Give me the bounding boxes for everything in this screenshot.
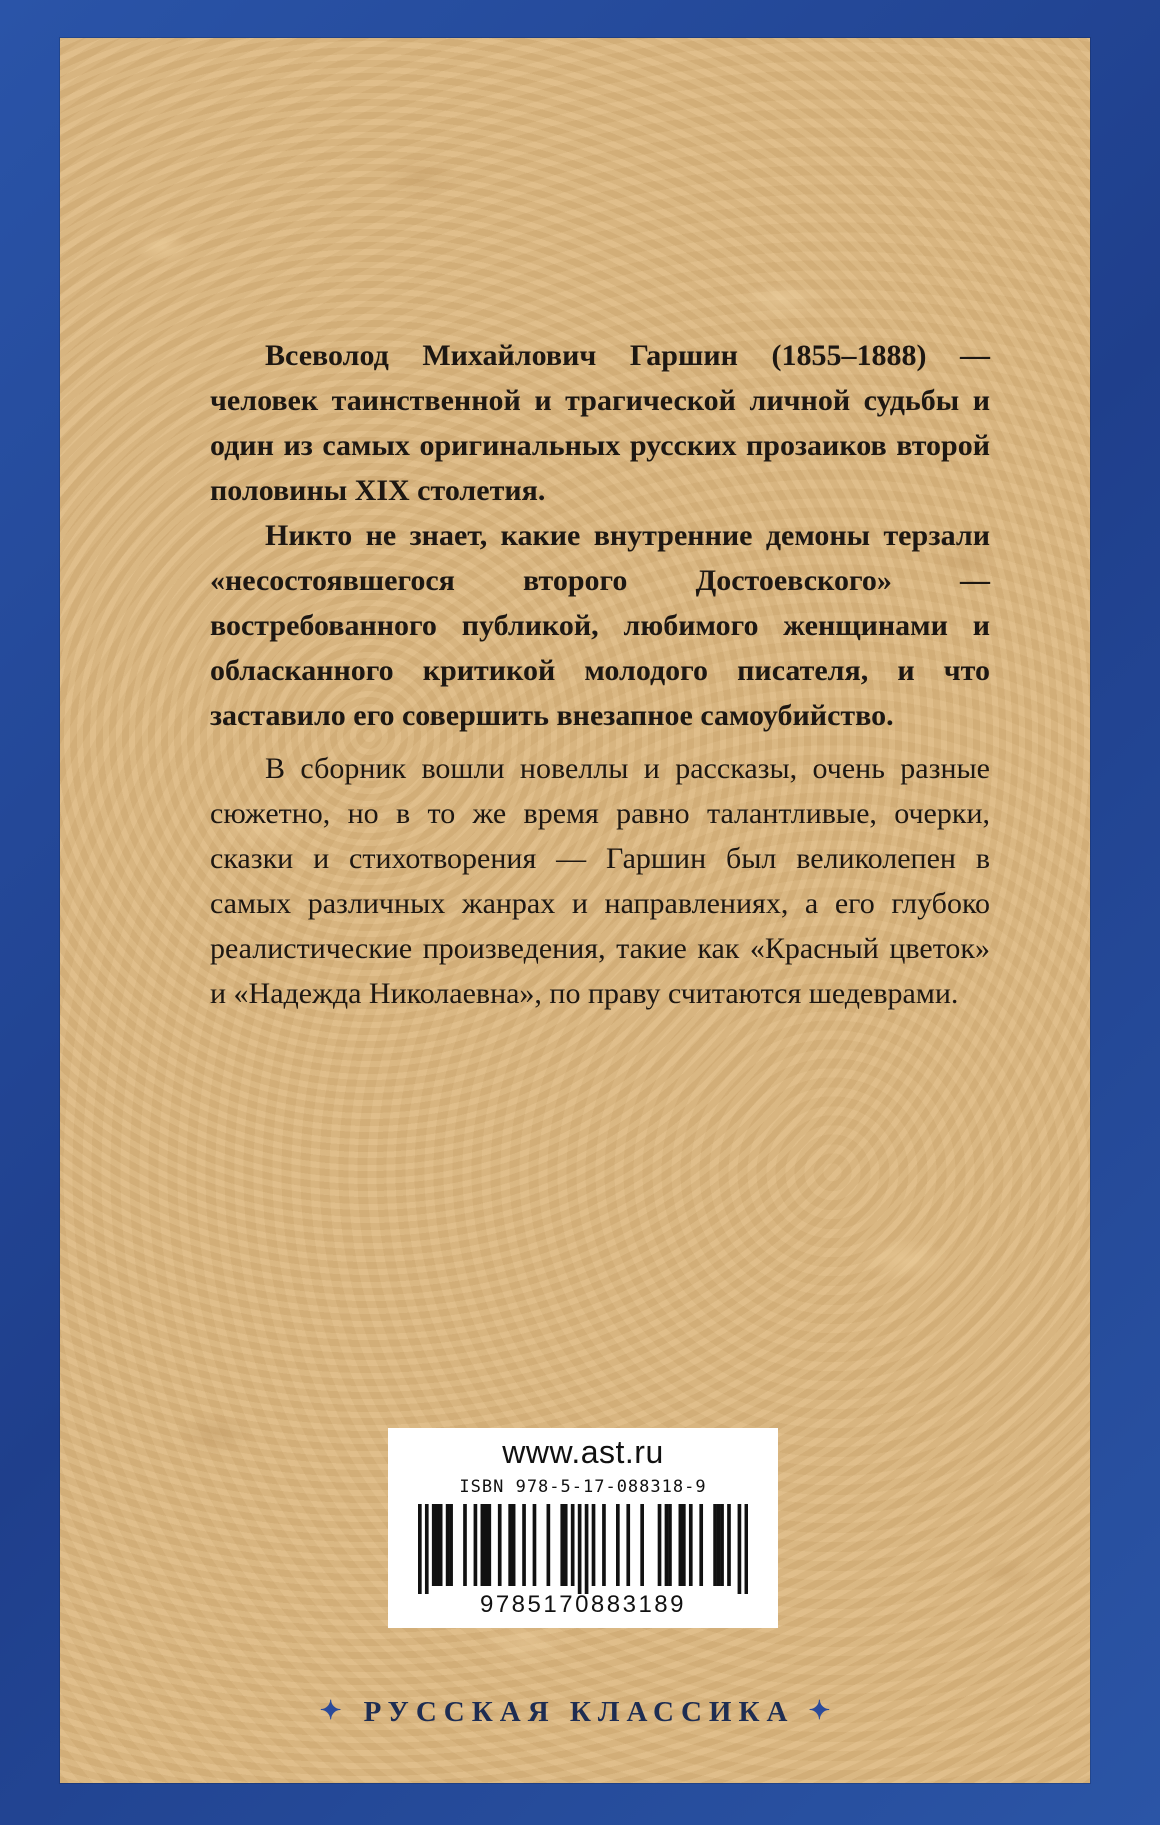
collection-description: [210, 746, 990, 1016]
barcode-bar: [533, 1504, 537, 1586]
barcode-bar: [682, 1504, 686, 1586]
intro-paragraph-2: Никто не знает, какие внутренние демоны терзали «несостоявшегося второго Достоевского» — востребованного публикой, любимого женщинами и обласканного критикой молодого писателя, и что заставило его совершить внезапное самоубийство.: [210, 519, 990, 732]
ean-number: 9785170883189: [479, 1591, 687, 1618]
barcode-bar: [547, 1504, 551, 1586]
barcode-bar: [481, 1504, 485, 1586]
barcode-bar: [713, 1504, 717, 1586]
barcode-bar: [487, 1504, 491, 1586]
barcode-bar: [679, 1504, 683, 1586]
barcode-bar: [665, 1504, 669, 1586]
barcode-bar: [446, 1504, 450, 1586]
barcode-label: [388, 1428, 778, 1628]
barcode-bar: [498, 1504, 502, 1586]
barcode-bar: [592, 1504, 596, 1586]
barcode-bar: [449, 1504, 453, 1586]
barcode-bar: [626, 1504, 630, 1586]
publisher-url: www.ast.ru: [502, 1434, 664, 1470]
barcode-bar: [463, 1504, 467, 1586]
barcode-bar: [689, 1504, 693, 1586]
barcode-bar: [474, 1504, 478, 1586]
barcode-bar: [439, 1504, 443, 1586]
barcode-bar: [512, 1504, 516, 1586]
barcode-bar: [585, 1504, 589, 1594]
barcode-bar: [435, 1504, 439, 1586]
barcode-bar: [564, 1504, 568, 1586]
barcode-bar: [602, 1504, 606, 1586]
series-title: РУССКАЯ КЛАССИКА: [363, 1696, 795, 1728]
barcode-bar: [432, 1504, 436, 1586]
author-intro: [210, 333, 990, 738]
parchment-panel: [60, 38, 1090, 1783]
barcode-bar: [699, 1504, 703, 1586]
barcode-bar: [745, 1504, 748, 1594]
barcode-bar: [571, 1504, 575, 1586]
barcode-bar: [560, 1504, 564, 1586]
barcode-bar: [484, 1504, 488, 1586]
barcode-bar: [658, 1504, 662, 1586]
barcode-bars: [418, 1504, 748, 1594]
barcode-bar: [640, 1504, 644, 1586]
barcode-bar: [720, 1504, 724, 1586]
ornament-right-icon: ✦: [808, 1696, 831, 1725]
barcode-bar: [738, 1504, 742, 1594]
series-title-line: [60, 1696, 1090, 1729]
isbn-text: ISBN 978-5-17-088318-9: [459, 1477, 707, 1497]
barcode-bar: [717, 1504, 721, 1586]
barcode-bar: [418, 1504, 422, 1594]
barcode-bar: [425, 1504, 429, 1594]
barcode-bar: [522, 1504, 526, 1586]
barcode-bar: [508, 1504, 512, 1586]
barcode-bar: [578, 1504, 582, 1594]
barcode-bar: [668, 1504, 672, 1586]
description-paragraph: В сборник вошли новеллы и рассказы, очень разные сюжетно, но в то же время равно талантливые, очерки, сказки и стихотворения — Гаршин был великолепен в самых различных жанрах и направлениях, а его глубоко реалистические произведения, такие как «Красный цветок» и «Надежда Николаевна», по праву считаются шедеврами.: [210, 752, 990, 1010]
barcode-bar: [616, 1504, 620, 1586]
barcode-bar: [727, 1504, 731, 1586]
intro-paragraph-1: Всеволод Михайлович Гаршин (1855–1888) — человек таинственной и трагической личной судьбы и один из самых оригинальных русских прозаиков второй половины XIX столетия.: [210, 339, 990, 507]
ornament-left-icon: ✦: [319, 1696, 342, 1725]
